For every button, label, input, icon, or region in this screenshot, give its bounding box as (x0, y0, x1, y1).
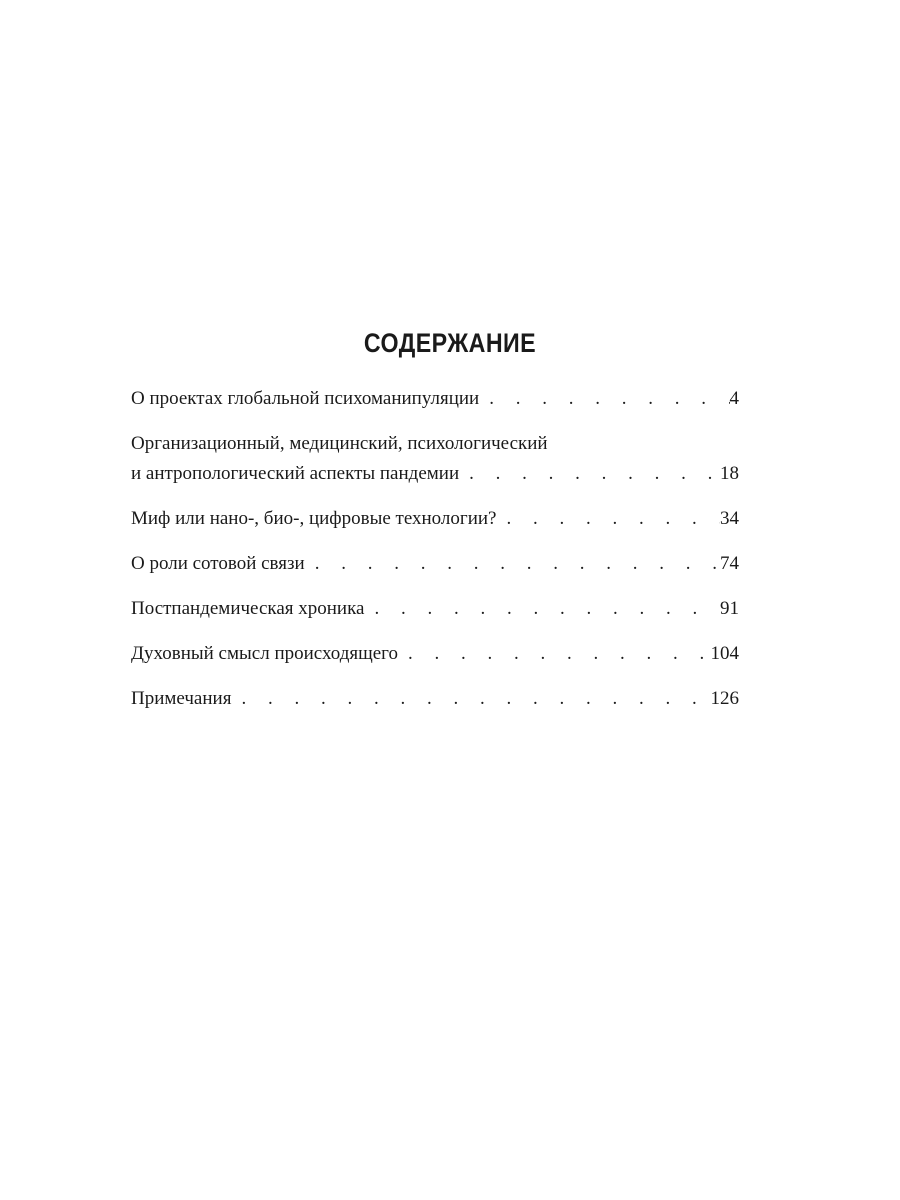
toc-entry (131, 684, 739, 714)
toc-line (131, 384, 739, 414)
toc-entry (131, 504, 739, 534)
toc-entry (131, 594, 739, 624)
toc-leader-dots (398, 639, 711, 669)
page-title: СОДЕРЖАНИЕ (363, 328, 537, 359)
toc-entry (131, 429, 739, 489)
toc-line (131, 549, 739, 579)
toc-leader-dots (496, 504, 720, 534)
toc-page-number: 34 (720, 508, 739, 529)
toc-leader-dots (459, 459, 720, 489)
toc-page-number: 126 (710, 688, 739, 709)
toc-leader-dots (364, 594, 720, 624)
toc-entry-title: и антропологический аспекты пандемии (131, 463, 460, 484)
toc-entry (131, 384, 739, 414)
toc-entry (131, 549, 739, 579)
toc-page-number: 74 (720, 553, 739, 574)
toc-entry (131, 639, 739, 669)
toc-leader-dots (305, 549, 720, 579)
table-of-contents (131, 384, 739, 729)
toc-line (131, 639, 739, 669)
toc-page-number: 4 (729, 388, 739, 409)
toc-entry-title: Примечания (131, 688, 232, 709)
toc-entry-title: О проектах глобальной психоманипуляции (131, 388, 480, 409)
toc-entry-title-line: Организационный, медицинский, психологический (131, 433, 548, 454)
toc-entry-title: Духовный смысл происходящего (131, 643, 398, 664)
toc-line (131, 594, 739, 624)
toc-leader-dots (231, 684, 710, 714)
toc-page-number: 104 (710, 643, 739, 664)
toc-page-number: 18 (720, 463, 739, 484)
toc-entry-title: Постпандемическая хроника (131, 598, 365, 619)
toc-entry-title: Миф или нано-, био-, цифровые технологии? (131, 508, 497, 529)
toc-page-number: 91 (720, 598, 739, 619)
toc-entry-title: О роли сотовой связи (131, 553, 305, 574)
toc-leader-dots (479, 384, 729, 414)
toc-line (131, 684, 739, 714)
toc-line (131, 459, 739, 489)
toc-line (131, 504, 739, 534)
